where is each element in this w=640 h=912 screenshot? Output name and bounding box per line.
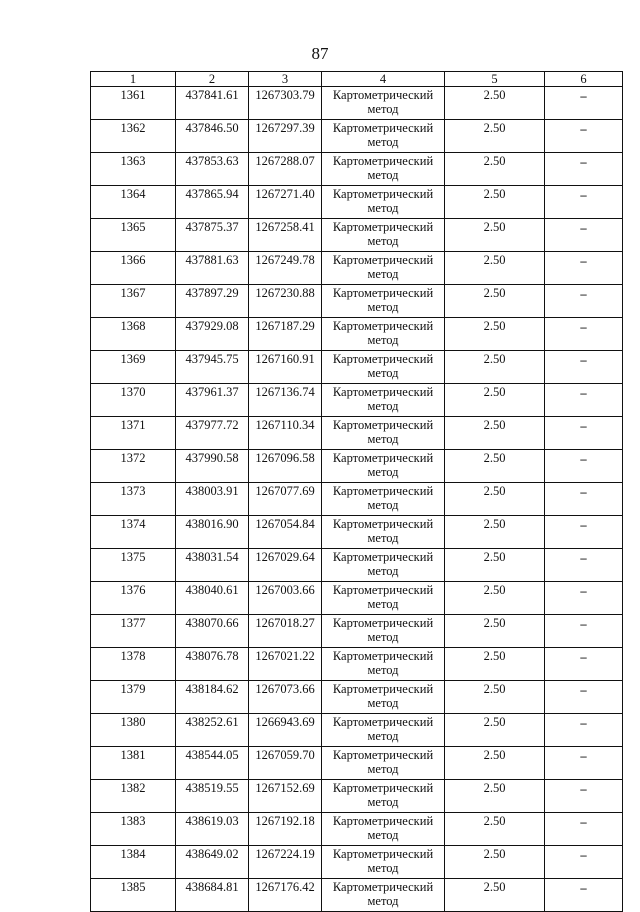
y-coordinate-cell: 1267029.64	[249, 549, 322, 582]
x-coordinate-cell: 438519.55	[176, 780, 249, 813]
y-coordinate-cell: 1267077.69	[249, 483, 322, 516]
x-coordinate-cell: 438684.81	[176, 879, 249, 912]
method-cell: Картометрический метод	[322, 813, 445, 846]
note-cell: –	[545, 780, 623, 813]
point-number-cell: 1378	[91, 648, 176, 681]
method-cell: Картометрический метод	[322, 714, 445, 747]
note-cell: –	[545, 879, 623, 912]
note-cell: –	[545, 813, 623, 846]
coordinates-table	[90, 71, 623, 912]
point-number-cell: 1365	[91, 219, 176, 252]
column-header: 3	[249, 72, 322, 87]
precision-cell: 2.50	[445, 384, 545, 417]
y-coordinate-cell: 1267224.19	[249, 846, 322, 879]
y-coordinate-cell: 1266943.69	[249, 714, 322, 747]
y-coordinate-cell: 1267249.78	[249, 252, 322, 285]
method-cell: Картометрический метод	[322, 549, 445, 582]
precision-cell: 2.50	[445, 87, 545, 120]
x-coordinate-cell: 438544.05	[176, 747, 249, 780]
x-coordinate-cell: 437865.94	[176, 186, 249, 219]
y-coordinate-cell: 1267187.29	[249, 318, 322, 351]
table-row	[91, 219, 623, 252]
point-number-cell: 1376	[91, 582, 176, 615]
table-row	[91, 582, 623, 615]
table-row	[91, 747, 623, 780]
x-coordinate-cell: 437945.75	[176, 351, 249, 384]
table-row	[91, 384, 623, 417]
note-cell: –	[545, 186, 623, 219]
y-coordinate-cell: 1267288.07	[249, 153, 322, 186]
precision-cell: 2.50	[445, 846, 545, 879]
method-cell: Картометрический метод	[322, 87, 445, 120]
note-cell: –	[545, 87, 623, 120]
method-cell: Картометрический метод	[322, 186, 445, 219]
table-row	[91, 318, 623, 351]
table-row	[91, 615, 623, 648]
table-body	[91, 87, 623, 912]
table-row	[91, 483, 623, 516]
table-row	[91, 813, 623, 846]
x-coordinate-cell: 437990.58	[176, 450, 249, 483]
note-cell: –	[545, 153, 623, 186]
note-cell: –	[545, 483, 623, 516]
note-cell: –	[545, 582, 623, 615]
precision-cell: 2.50	[445, 879, 545, 912]
note-cell: –	[545, 846, 623, 879]
point-number-cell: 1366	[91, 252, 176, 285]
table-row	[91, 648, 623, 681]
point-number-cell: 1381	[91, 747, 176, 780]
point-number-cell: 1367	[91, 285, 176, 318]
method-cell: Картометрический метод	[322, 483, 445, 516]
precision-cell: 2.50	[445, 417, 545, 450]
precision-cell: 2.50	[445, 252, 545, 285]
x-coordinate-cell: 438252.61	[176, 714, 249, 747]
precision-cell: 2.50	[445, 351, 545, 384]
precision-cell: 2.50	[445, 648, 545, 681]
page-number: 87	[311, 44, 329, 63]
x-coordinate-cell: 438076.78	[176, 648, 249, 681]
note-cell: –	[545, 219, 623, 252]
point-number-cell: 1368	[91, 318, 176, 351]
method-cell: Картометрический метод	[322, 450, 445, 483]
precision-cell: 2.50	[445, 714, 545, 747]
y-coordinate-cell: 1267160.91	[249, 351, 322, 384]
precision-cell: 2.50	[445, 483, 545, 516]
x-coordinate-cell: 437977.72	[176, 417, 249, 450]
y-coordinate-cell: 1267018.27	[249, 615, 322, 648]
table-header-row	[91, 72, 623, 87]
precision-cell: 2.50	[445, 747, 545, 780]
precision-cell: 2.50	[445, 186, 545, 219]
table-row	[91, 285, 623, 318]
point-number-cell: 1380	[91, 714, 176, 747]
method-cell: Картометрический метод	[322, 219, 445, 252]
y-coordinate-cell: 1267176.42	[249, 879, 322, 912]
table-row	[91, 714, 623, 747]
x-coordinate-cell: 438619.03	[176, 813, 249, 846]
precision-cell: 2.50	[445, 285, 545, 318]
table-row	[91, 252, 623, 285]
note-cell: –	[545, 120, 623, 153]
point-number-cell: 1370	[91, 384, 176, 417]
column-header: 6	[545, 72, 623, 87]
table-row	[91, 780, 623, 813]
method-cell: Картометрический метод	[322, 120, 445, 153]
table-row	[91, 516, 623, 549]
y-coordinate-cell: 1267003.66	[249, 582, 322, 615]
table-row	[91, 846, 623, 879]
point-number-cell: 1383	[91, 813, 176, 846]
x-coordinate-cell: 438016.90	[176, 516, 249, 549]
y-coordinate-cell: 1267021.22	[249, 648, 322, 681]
precision-cell: 2.50	[445, 780, 545, 813]
column-header: 1	[91, 72, 176, 87]
method-cell: Картометрический метод	[322, 285, 445, 318]
precision-cell: 2.50	[445, 813, 545, 846]
method-cell: Картометрический метод	[322, 615, 445, 648]
method-cell: Картометрический метод	[322, 252, 445, 285]
point-number-cell: 1385	[91, 879, 176, 912]
method-cell: Картометрический метод	[322, 318, 445, 351]
method-cell: Картометрический метод	[322, 879, 445, 912]
y-coordinate-cell: 1267059.70	[249, 747, 322, 780]
x-coordinate-cell: 438031.54	[176, 549, 249, 582]
method-cell: Картометрический метод	[322, 648, 445, 681]
precision-cell: 2.50	[445, 219, 545, 252]
table-row	[91, 153, 623, 186]
point-number-cell: 1375	[91, 549, 176, 582]
column-header: 2	[176, 72, 249, 87]
precision-cell: 2.50	[445, 120, 545, 153]
y-coordinate-cell: 1267152.69	[249, 780, 322, 813]
note-cell: –	[545, 549, 623, 582]
y-coordinate-cell: 1267230.88	[249, 285, 322, 318]
x-coordinate-cell: 438040.61	[176, 582, 249, 615]
y-coordinate-cell: 1267297.39	[249, 120, 322, 153]
x-coordinate-cell: 438070.66	[176, 615, 249, 648]
table-row	[91, 87, 623, 120]
x-coordinate-cell: 438184.62	[176, 681, 249, 714]
method-cell: Картометрический метод	[322, 846, 445, 879]
y-coordinate-cell: 1267096.58	[249, 450, 322, 483]
point-number-cell: 1364	[91, 186, 176, 219]
note-cell: –	[545, 516, 623, 549]
point-number-cell: 1374	[91, 516, 176, 549]
y-coordinate-cell: 1267136.74	[249, 384, 322, 417]
note-cell: –	[545, 285, 623, 318]
x-coordinate-cell: 437841.61	[176, 87, 249, 120]
y-coordinate-cell: 1267303.79	[249, 87, 322, 120]
table-row	[91, 186, 623, 219]
note-cell: –	[545, 417, 623, 450]
point-number-cell: 1384	[91, 846, 176, 879]
method-cell: Картометрический метод	[322, 417, 445, 450]
precision-cell: 2.50	[445, 681, 545, 714]
method-cell: Картометрический метод	[322, 747, 445, 780]
method-cell: Картометрический метод	[322, 516, 445, 549]
x-coordinate-cell: 438003.91	[176, 483, 249, 516]
note-cell: –	[545, 747, 623, 780]
table-row	[91, 417, 623, 450]
point-number-cell: 1379	[91, 681, 176, 714]
point-number-cell: 1371	[91, 417, 176, 450]
precision-cell: 2.50	[445, 516, 545, 549]
method-cell: Картометрический метод	[322, 384, 445, 417]
y-coordinate-cell: 1267258.41	[249, 219, 322, 252]
note-cell: –	[545, 384, 623, 417]
table-row	[91, 879, 623, 912]
x-coordinate-cell: 437961.37	[176, 384, 249, 417]
note-cell: –	[545, 648, 623, 681]
point-number-cell: 1361	[91, 87, 176, 120]
x-coordinate-cell: 437897.29	[176, 285, 249, 318]
x-coordinate-cell: 437846.50	[176, 120, 249, 153]
x-coordinate-cell: 437853.63	[176, 153, 249, 186]
x-coordinate-cell: 437875.37	[176, 219, 249, 252]
note-cell: –	[545, 318, 623, 351]
point-number-cell: 1373	[91, 483, 176, 516]
x-coordinate-cell: 437929.08	[176, 318, 249, 351]
x-coordinate-cell: 437881.63	[176, 252, 249, 285]
y-coordinate-cell: 1267192.18	[249, 813, 322, 846]
note-cell: –	[545, 450, 623, 483]
table-row	[91, 681, 623, 714]
method-cell: Картометрический метод	[322, 681, 445, 714]
y-coordinate-cell: 1267271.40	[249, 186, 322, 219]
table-row	[91, 450, 623, 483]
y-coordinate-cell: 1267110.34	[249, 417, 322, 450]
note-cell: –	[545, 681, 623, 714]
note-cell: –	[545, 252, 623, 285]
table-row	[91, 549, 623, 582]
precision-cell: 2.50	[445, 153, 545, 186]
precision-cell: 2.50	[445, 318, 545, 351]
column-header: 5	[445, 72, 545, 87]
point-number-cell: 1372	[91, 450, 176, 483]
precision-cell: 2.50	[445, 582, 545, 615]
note-cell: –	[545, 351, 623, 384]
y-coordinate-cell: 1267054.84	[249, 516, 322, 549]
precision-cell: 2.50	[445, 549, 545, 582]
column-header: 4	[322, 72, 445, 87]
point-number-cell: 1362	[91, 120, 176, 153]
precision-cell: 2.50	[445, 615, 545, 648]
table-row	[91, 351, 623, 384]
point-number-cell: 1377	[91, 615, 176, 648]
point-number-cell: 1382	[91, 780, 176, 813]
method-cell: Картометрический метод	[322, 780, 445, 813]
point-number-cell: 1363	[91, 153, 176, 186]
method-cell: Картометрический метод	[322, 582, 445, 615]
method-cell: Картометрический метод	[322, 351, 445, 384]
method-cell: Картометрический метод	[322, 153, 445, 186]
table-row	[91, 120, 623, 153]
y-coordinate-cell: 1267073.66	[249, 681, 322, 714]
note-cell: –	[545, 714, 623, 747]
point-number-cell: 1369	[91, 351, 176, 384]
precision-cell: 2.50	[445, 450, 545, 483]
note-cell: –	[545, 615, 623, 648]
x-coordinate-cell: 438649.02	[176, 846, 249, 879]
